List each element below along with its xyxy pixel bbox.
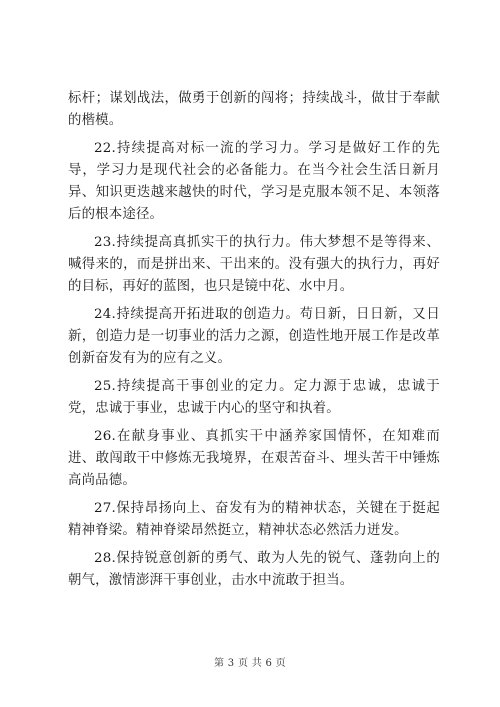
paragraph-28: 28.保持锐意创新的勇气、敢为人先的锐气、蓬勃向上的朝气，激情澎湃干事创业，击水中流敢于担当。 xyxy=(68,551,440,588)
paragraph-23: 23.持续提高真抓实干的执行力。伟大梦想不是等得来、喊得来的，而是拼出来、干出来的。没有强大的执行力，再好的目标，再好的蓝图，也只是镜中花、水中月。 xyxy=(68,235,440,294)
paragraph-24: 24.持续提高开拓进取的创造力。苟日新，日日新，又日新，创造力是一切事业的活力之源，创造性地开展工作是改革创新奋发有为的应有之义。 xyxy=(68,307,440,366)
paragraph-25: 25.持续提高干事创业的定力。定力源于忠诚，忠诚于党，忠诚于事业，忠诚于内心的坚守和执着。 xyxy=(68,379,440,416)
document-body xyxy=(68,88,440,598)
paragraph-continuation: 标杆；谋划战法，做勇于创新的闯将；持续战斗，做甘于奉献的楷模。 xyxy=(68,91,440,128)
paragraph-26: 26.在献身事业、真抓实干中涵养家国情怀，在知难而进、敢闯敢干中修炼无我境界，在艰苦奋斗、埋头苦干中锤炼高尚品德。 xyxy=(68,429,440,488)
paragraph-22: 22.持续提高对标一流的学习力。学习是做好工作的先导，学习力是现代社会的必备能力。在当今社会生活日新月异、知识更迭越来越快的时代，学习是克服本领不足、本领落后的根本途径。 xyxy=(68,141,440,222)
page-number-footer: 第 3 页 共 6 页 xyxy=(214,658,286,669)
paragraph-27: 27.保持昂扬向上、奋发有为的精神状态，关键在于挺起精神脊梁。精神脊梁昂然挺立，精神状态必然活力迸发。 xyxy=(68,501,440,538)
